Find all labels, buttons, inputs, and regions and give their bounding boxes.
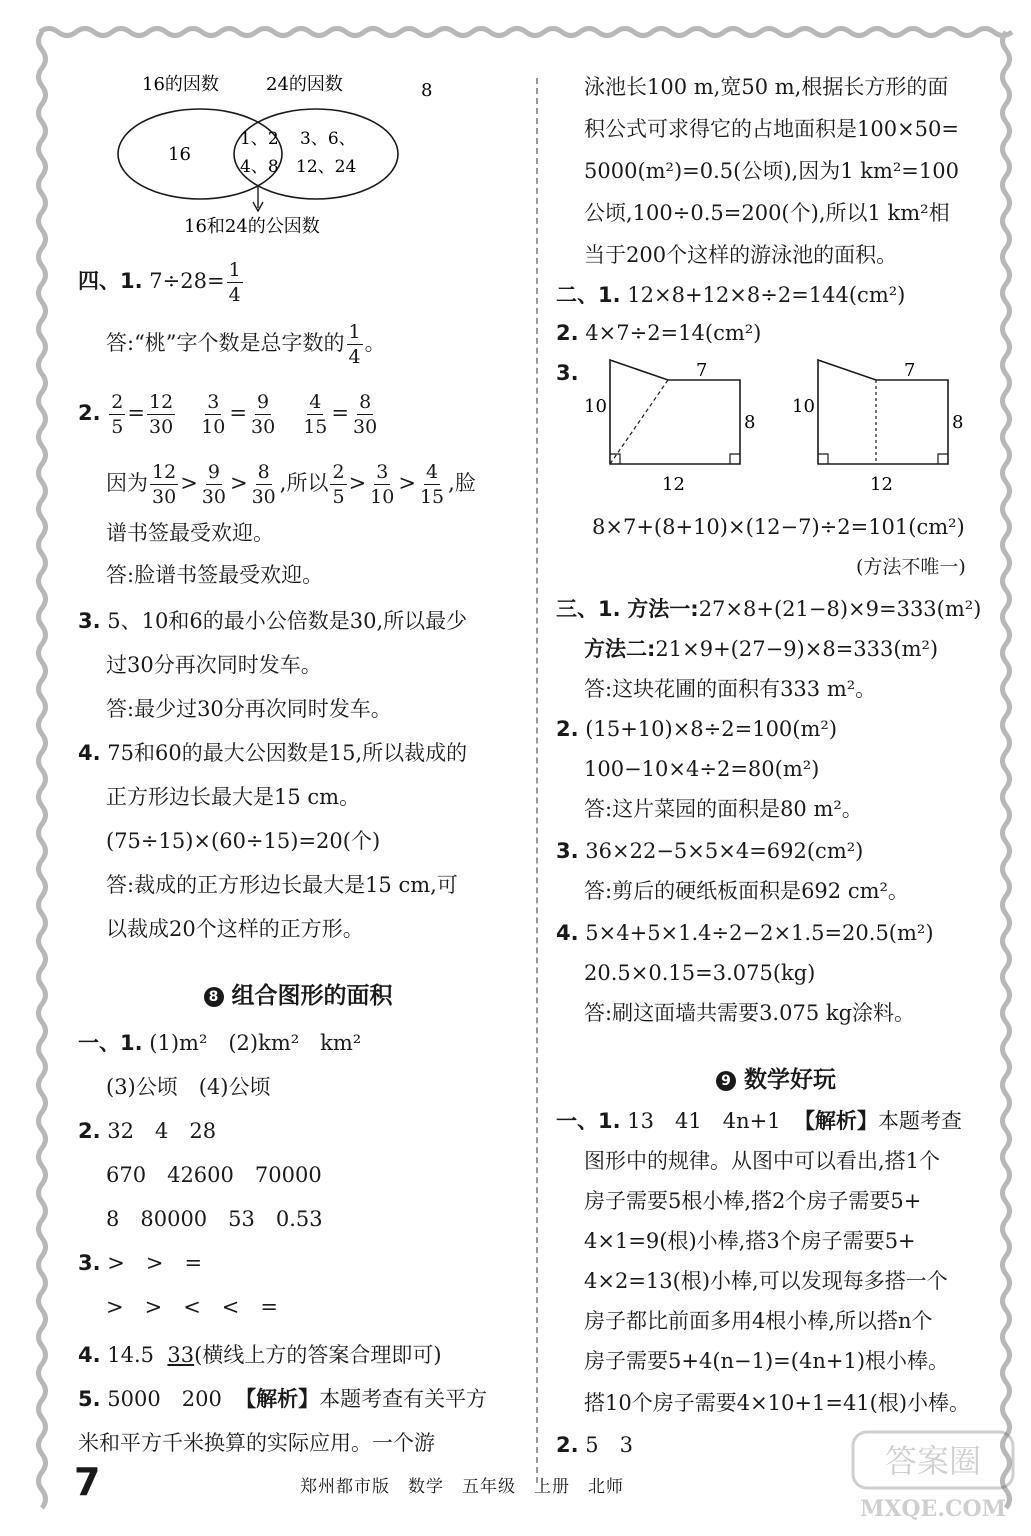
fig2-left-label: 10 <box>792 396 815 417</box>
answer-line: 答:脸谱书签最受欢迎。 <box>106 563 324 587</box>
fig2-top-label: 7 <box>904 360 916 381</box>
text-line: 积公式可求得它的占地面积是100×50= <box>584 117 959 141</box>
venn-only-b-1: 3、6、 <box>300 129 356 149</box>
note-line: (方法不唯一) <box>856 556 966 578</box>
text-line: 5000(m²)=0.5(公顷),因为1 km²=100 <box>584 159 959 183</box>
s3-q4: 4. 5×4+5×1.4÷2−2×1.5=20.5(m²) <box>556 921 934 945</box>
section-badge: 9 <box>716 1071 736 1091</box>
fig1-top-label: 7 <box>696 360 708 381</box>
page-number: 7 <box>74 1460 101 1504</box>
fig1-left-label: 10 <box>584 396 607 417</box>
text-line: (75÷15)×(60÷15)=20(个) <box>106 829 381 853</box>
s3-q1: 三、1. 方法一:27×8+(21−8)×9=333(m²) <box>556 597 982 621</box>
text-line: 搭10个房子需要4×10+1=41(根)小棒。 <box>584 1391 971 1415</box>
text-line: 100−10×4÷2=80(m²) <box>584 757 820 781</box>
section-title-8: 8 组合图形的面积 <box>78 980 518 1012</box>
fig2-right-label: 8 <box>952 412 964 433</box>
answer-line: 答:刷这面墙共需要3.075 kg涂料。 <box>584 1001 916 1025</box>
text-line: 米和平方千米换算的实际应用。一个游 <box>78 1431 435 1455</box>
s4-q3: 3. 5、10和6的最小公倍数是30,所以最少 <box>78 609 468 633</box>
venn-only-b-2: 12、24 <box>296 157 357 177</box>
fraction: $\frac{1}{4}$ <box>228 259 241 306</box>
column-divider <box>536 78 538 1483</box>
venn-label-b: 24的因数 <box>266 74 343 95</box>
answer-line: 答:这片菜园的面积是80 m²。 <box>584 797 863 821</box>
text-line: 正方形边长最大是15 cm。 <box>106 785 361 809</box>
text-line: 20.5×0.15=3.075(kg) <box>584 961 816 985</box>
text-line: 房子需要5+4(n−1)=(4n+1)根小棒。 <box>584 1349 950 1373</box>
n-q1: 一、1. 13 41 4n+1 【解析】本题考查 <box>556 1109 962 1133</box>
n-q2: 2. 5 3 <box>556 1433 634 1457</box>
text-line: 8×7+(8+10)×(12−7)÷2=101(cm²) <box>592 515 965 539</box>
text-line: > > < < = <box>106 1295 278 1319</box>
text-line: 公顷,100÷0.5=200(个),所以1 km²相 <box>584 201 950 225</box>
text-line: 8 80000 53 0.53 <box>106 1207 323 1231</box>
text-line: 过30分再次同时发车。 <box>106 653 322 677</box>
figure-2 <box>792 360 963 495</box>
text-line: 图形中的规律。从图中可以看出,搭1个 <box>584 1149 941 1173</box>
watermark-bottom: MXQE.COM <box>859 1496 1007 1522</box>
text-line: (3)公顷 (4)公顷 <box>106 1075 271 1099</box>
p-q1: 一、1. (1)m² (2)km² km² <box>78 1031 362 1055</box>
answer-line: 以裁成20个这样的正方形。 <box>106 917 364 941</box>
s3-q2: 2. (15+10)×8÷2=100(m²) <box>556 717 838 741</box>
watermark-logo <box>849 1426 1017 1526</box>
section-number: 四、1. <box>78 269 143 293</box>
s4-q4: 4. 75和60的最大公因数是15,所以裁成的 <box>78 741 468 765</box>
s2-q1: 二、1. 12×8+12×8÷2=144(cm²) <box>556 283 906 307</box>
composite-figures <box>580 356 990 500</box>
answer-line: 答:剪后的硬纸板面积是692 cm²。 <box>584 879 909 903</box>
text-line: 房子需要5根小棒,搭2个房子需要5+ <box>584 1189 922 1213</box>
text-line: 670 42600 70000 <box>106 1163 322 1187</box>
s4-q1: 四、1. 7÷28= $\frac{1}{4}$ <box>78 259 241 306</box>
s2-q2: 2. 4×7÷2=14(cm²) <box>556 321 762 345</box>
s4-q1-answer: 答:“桃”字个数是总字数的 $\frac{1}{4}$ 。 <box>106 321 386 368</box>
venn-label-a: 16的因数 <box>142 74 219 95</box>
section-badge: 8 <box>204 987 224 1007</box>
venn-circle-b <box>234 109 398 199</box>
text-line: 房子都比前面多用4根小棒,所以搭n个 <box>584 1309 933 1333</box>
venn-caption: 16和24的公因数 <box>184 216 320 237</box>
s3-q1-method2: 方法二:21×9+(27−9)×8=333(m²) <box>584 637 939 661</box>
s2-q3-number: 3. <box>556 361 579 385</box>
p-q2: 2. 32 4 28 <box>78 1119 217 1143</box>
footer-info: 郑州都市版 数学 五年级 上册 北师 <box>300 1477 624 1497</box>
watermark-top: 答案圈 <box>884 1442 982 1480</box>
section-title-9: 9 数学好玩 <box>556 1064 996 1096</box>
fig1-right-label: 8 <box>744 412 756 433</box>
text-line: 4×2=13(根)小棒,可以发现每多搭一个 <box>584 1269 948 1293</box>
p-q3: 3. > > = <box>78 1251 203 1275</box>
fig1-bottom-label: 12 <box>662 474 685 495</box>
fig2-bottom-label: 12 <box>870 474 893 495</box>
text-line: 4×1=9(根)小棒,搭3个房子需要5+ <box>584 1229 916 1253</box>
answer-line: 答:最少过30分再次同时发车。 <box>106 697 392 721</box>
p-q4: 4. 14.5 33(横线上方的答案合理即可) <box>78 1343 442 1367</box>
p-q5: 5. 5000 200 【解析】本题考查有关平方 <box>78 1387 488 1411</box>
answer-line: 答:裁成的正方形边长最大是15 cm,可 <box>106 873 458 897</box>
text-line: 当于200个这样的游泳池的面积。 <box>584 243 898 267</box>
s4-q2-compare: 因为 $\frac{12}{30}$ > $\frac{9}{30}$ > $\frac{8}{30}$ ,所以 $\frac{2}{5}$ > $\frac{3}{10}$ > $\frac{4}{15}$ ,脸 <box>106 461 476 508</box>
s4-q2-equations: 2. $\frac{2}{5}$ = $\frac{12}{30}$ $\frac{3}{10}$ = $\frac{9}{30}$ $\frac{4}{15}$ = $\frac{8}{30}$ <box>78 391 378 438</box>
venn-diagram <box>108 68 433 238</box>
text-line: 泳池长100 m,宽50 m,根据长方形的面 <box>584 75 949 99</box>
fraction: $\frac{1}{4}$ <box>348 321 361 368</box>
venn-only-a: 16 <box>168 144 191 165</box>
venn-common-2: 4、8 <box>240 157 279 177</box>
figure-1 <box>584 360 755 495</box>
s3-q3: 3. 36×22−5×5×4=692(cm²) <box>556 839 864 863</box>
text-line: 谱书签最受欢迎。 <box>106 521 274 545</box>
venn-stray-number: 8 <box>421 80 433 101</box>
venn-common-1: 1、2 <box>240 129 279 149</box>
answer-line: 答:这块花圃的面积有333 m²。 <box>584 677 877 701</box>
